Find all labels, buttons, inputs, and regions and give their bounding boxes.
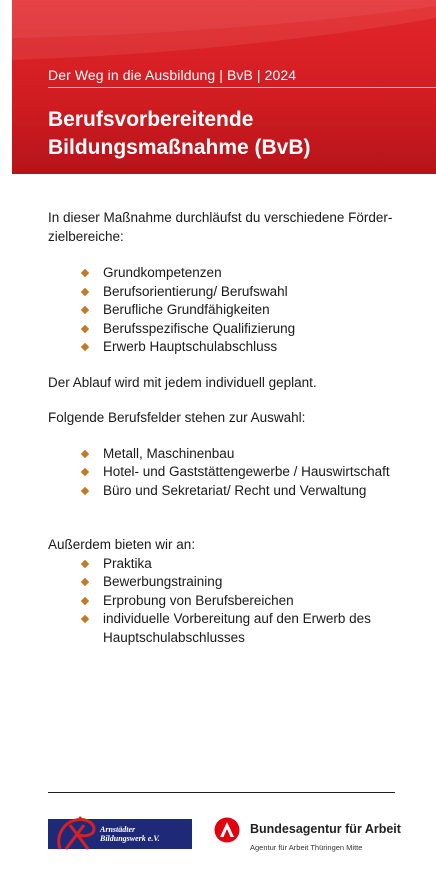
title-banner (12, 0, 436, 174)
diamond-bullet-icon (81, 449, 89, 457)
bundesagentur-name: Bundesagentur für Arbeit (250, 822, 401, 836)
angebote-list (48, 555, 398, 648)
list-item: Berufsspezifische Qualifizierung (48, 320, 398, 339)
list-item: individuelle Vorbereitung auf den Erwerb des Hauptschulabschlusses (48, 610, 398, 647)
diamond-bullet-icon (81, 596, 89, 604)
section1-intro: In dieser Maßnahme durchläufst du verschiedene Förder-zielbereiche: (48, 210, 393, 244)
section2-intro: Folgende Berufsfelder stehen zur Auswahl: (48, 410, 306, 425)
list-item: Erwerb Hauptschulabschluss (48, 338, 398, 357)
arnstaedter-bildungswerk-logo (48, 815, 192, 853)
diamond-bullet-icon (81, 269, 89, 277)
bundesagentur-logo-icon (214, 817, 240, 843)
diamond-bullet-icon (81, 468, 89, 476)
diamond-bullet-icon (81, 306, 89, 314)
abw-logo-text: Arnstädter Bildungswerk e.V. (100, 825, 160, 843)
list-item: Berufsorientierung/ Berufswahl (48, 283, 398, 302)
abw-logo-icon (52, 815, 98, 853)
list-item: Grundkompetenzen (48, 264, 398, 283)
series-kicker: Der Weg in die Ausbildung | BvB | 2024 (48, 67, 297, 83)
diamond-bullet-icon (81, 615, 89, 623)
list-item: Büro und Sekretariat/ Recht und Verwaltung (48, 482, 398, 501)
list-item: Hotel- und Gaststättengewerbe / Hauswirtschaft (48, 463, 398, 482)
section3-intro: Außerdem bieten wir an: (48, 537, 196, 552)
plan-text: Der Ablauf wird mit jedem individuell geplant. (48, 374, 317, 390)
diamond-bullet-icon (81, 287, 89, 295)
main-content (48, 209, 398, 647)
bundesagentur-logo (214, 817, 414, 857)
diamond-bullet-icon (81, 486, 89, 494)
list-item: Erprobung von Berufsbereichen (48, 592, 398, 611)
list-item: Bewerbungstraining (48, 573, 398, 592)
list-item: Praktika (48, 555, 398, 574)
diamond-bullet-icon (81, 559, 89, 567)
list-item: Berufliche Grundfähigkeiten (48, 301, 398, 320)
footer-divider (48, 792, 395, 793)
berufsfelder-list (48, 445, 398, 501)
kicker-divider (48, 87, 436, 88)
page-title: Berufsvorbereitende Bildungsmaßnahme (BvB) (48, 108, 311, 159)
diamond-bullet-icon (81, 343, 89, 351)
bundesagentur-subtitle: Agentur für Arbeit Thüringen Mitte (250, 843, 363, 852)
diamond-bullet-icon (81, 324, 89, 332)
diamond-bullet-icon (81, 578, 89, 586)
foerderbereiche-list (48, 264, 398, 357)
list-item: Metall, Maschinenbau (48, 445, 398, 464)
